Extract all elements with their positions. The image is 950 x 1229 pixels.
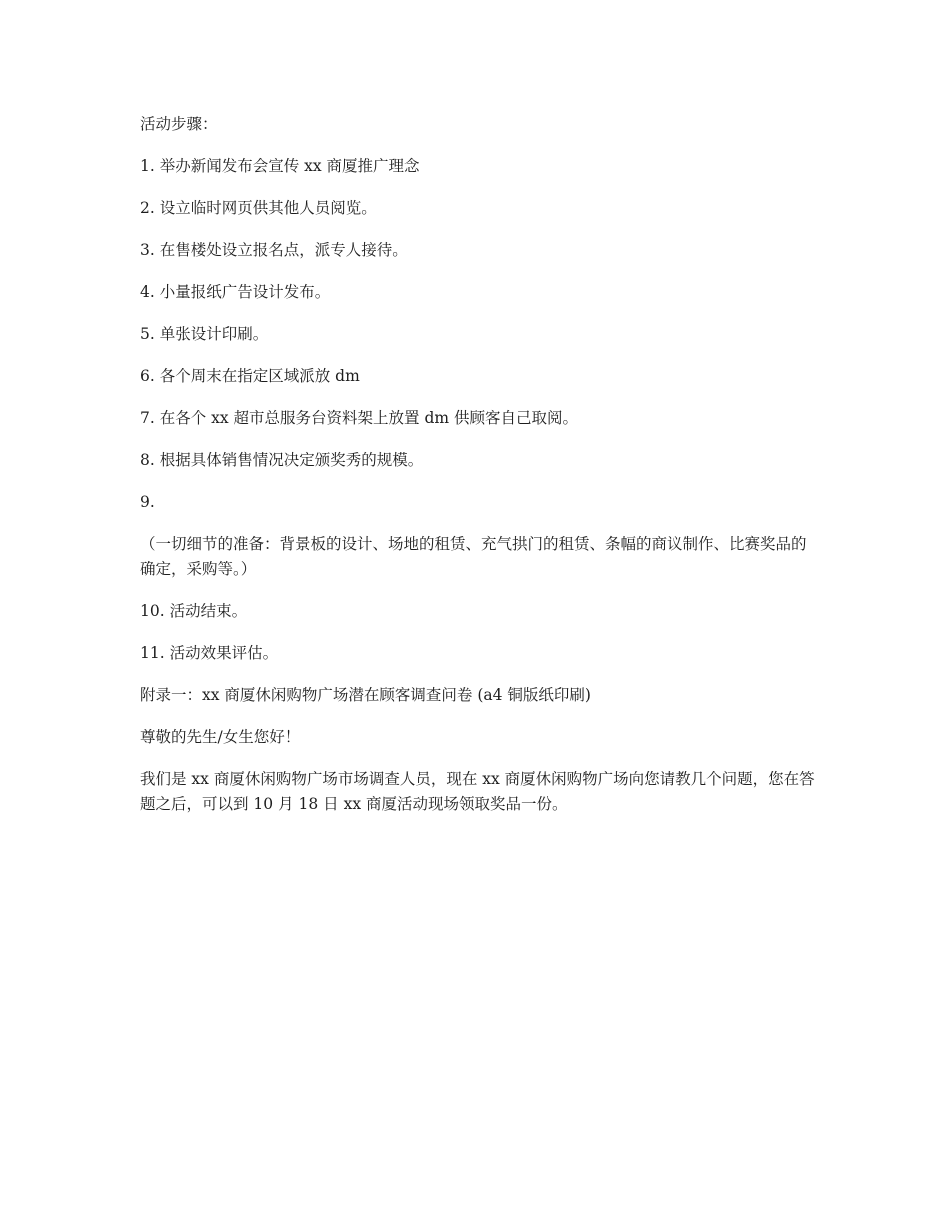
step-detail: （一切细节的准备：背景板的设计、场地的租赁、充气拱门的租赁、条幅的商议制作、比赛奖品的确定，采购等。） [140, 535, 807, 578]
appendix-title: 附录一：xx 商厦休闲购物广场潜在顾客调查问卷 (a4 铜版纸印刷) [140, 686, 591, 704]
step-item: 6. 各个周末在指定区域派放 dm [140, 367, 360, 385]
step-item: 8. 根据具体销售情况决定颁奖秀的规模。 [140, 451, 424, 469]
step-item: 1. 举办新闻发布会宣传 xx 商厦推广理念 [140, 157, 420, 175]
step-item: 7. 在各个 xx 超市总服务台资料架上放置 dm 供顾客自己取阅。 [140, 409, 579, 427]
step-item: 4. 小量报纸广告设计发布。 [140, 283, 331, 301]
step-item: 3. 在售楼处设立报名点，派专人接待。 [140, 241, 408, 259]
step-item: 5. 单张设计印刷。 [140, 325, 269, 343]
step-item: 2. 设立临时网页供其他人员阅览。 [140, 199, 377, 217]
intro-paragraph: 我们是 xx 商厦休闲购物广场市场调查人员，现在 xx 商厦休闲购物广场向您请教几个问题，您在答题之后，可以到 10 月 18 日 xx 商厦活动现场领取奖品一份。 [140, 770, 815, 813]
step-item: 10. 活动结束。 [140, 602, 248, 620]
section-heading: 活动步骤： [140, 115, 218, 133]
step-item: 9. [140, 493, 155, 511]
greeting: 尊敬的先生/女生您好！ [140, 728, 301, 746]
document-page [140, 112, 820, 834]
step-item: 11. 活动效果评估。 [140, 644, 279, 662]
